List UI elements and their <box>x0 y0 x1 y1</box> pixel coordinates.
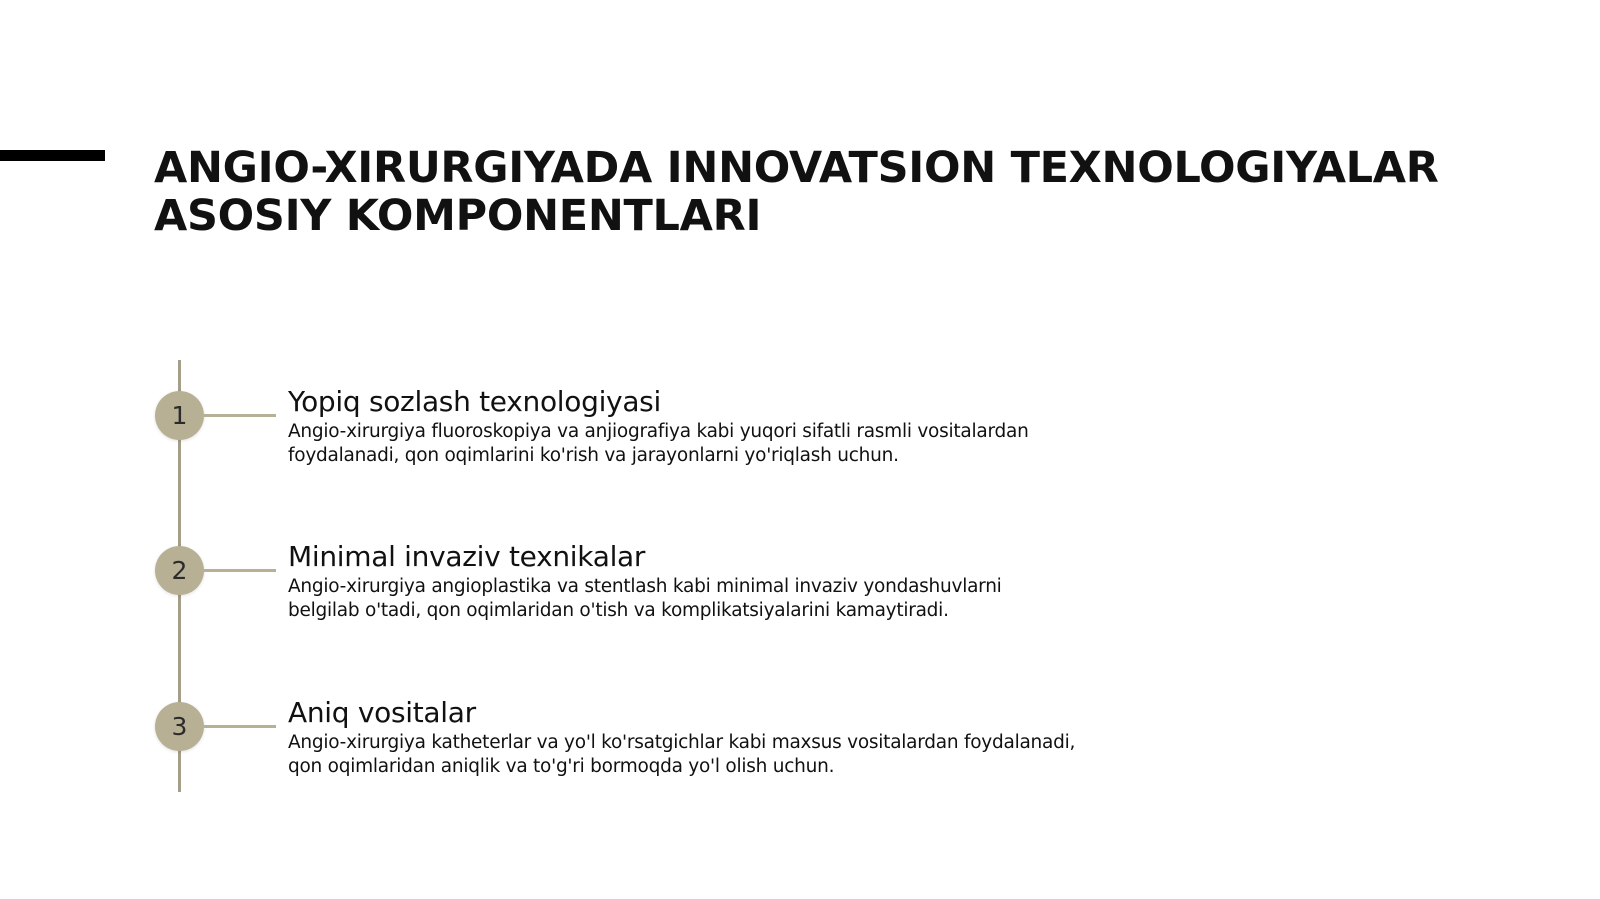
step-description <box>288 420 1148 468</box>
step-description-line-2: qon oqimlaridan aniqlik va to'g'ri bormoqda yo'l olish uchun. <box>288 756 835 777</box>
step-description <box>288 731 1148 779</box>
step-heading: Minimal invaziv texnikalar <box>288 540 646 573</box>
step-connector <box>204 569 276 572</box>
timeline-step-2 <box>0 540 1200 656</box>
step-description-line-1: Angio-xirurgiya angioplastika va stentlash kabi minimal invaziv yondashuvlarni <box>288 576 1002 597</box>
step-heading: Aniq vositalar <box>288 696 476 729</box>
slide-title-line-1: ANGIO-XIRURGIYADA INNOVATSION TEXNOLOGIYALAR <box>154 143 1439 193</box>
step-connector <box>204 725 276 728</box>
step-heading: Yopiq sozlash texnologiyasi <box>288 385 661 418</box>
step-description-line-1: Angio-xirurgiya fluoroskopiya va anjiografiya kabi yuqori sifatli rasmli vositalardan <box>288 421 1029 442</box>
timeline-step-1 <box>0 385 1200 501</box>
step-description-line-2: belgilab o'tadi, qon oqimlaridan o'tish va komplikatsiyalarini kamaytiradi. <box>288 600 949 621</box>
slide-title-line-2: ASOSIY KOMPONENTLARI <box>154 191 762 241</box>
step-number-badge: 2 <box>155 546 204 595</box>
step-description-line-1: Angio-xirurgiya katheterlar va yo'l ko'rsatgichlar kabi maxsus vositalardan foydalanadi, <box>288 732 1076 753</box>
step-description-line-2: foydalanadi, qon oqimlarini ko'rish va jarayonlarni yo'riqlash uchun. <box>288 445 899 466</box>
timeline-step-3 <box>0 696 1200 812</box>
title-accent-bar <box>0 150 105 161</box>
step-number-badge: 3 <box>155 702 204 751</box>
step-description <box>288 575 1148 623</box>
step-connector <box>204 414 276 417</box>
step-number-badge: 1 <box>155 391 204 440</box>
slide-title <box>154 144 1574 240</box>
